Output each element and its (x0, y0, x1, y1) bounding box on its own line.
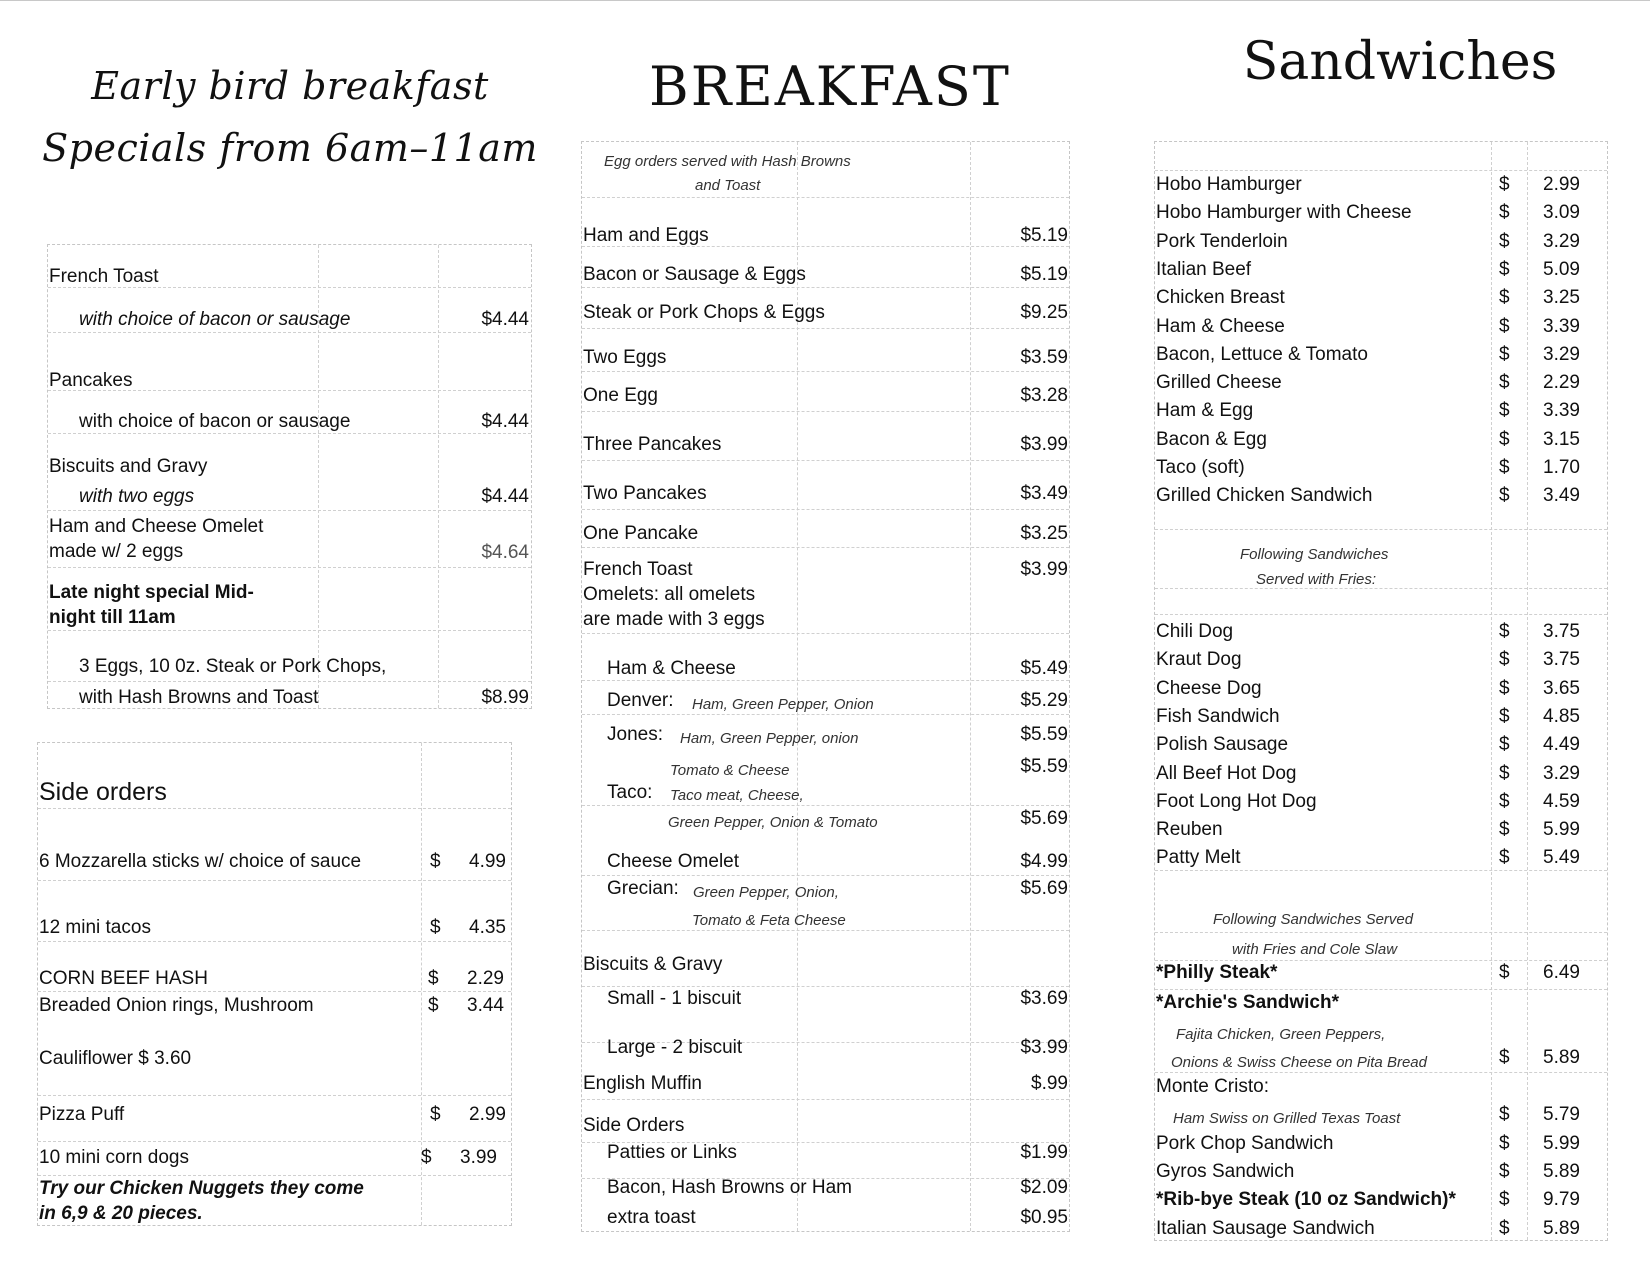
monte-cristo-desc: Ham Swiss on Grilled Texas Toast (1173, 1110, 1401, 1127)
sandwich-price: 3.75 (1543, 649, 1580, 671)
nuggets-note-line1: Try our Chicken Nuggets they come (39, 1178, 364, 1199)
grid-rule (582, 805, 1069, 806)
omelets-note-line1: Omelets: all omelets (583, 584, 756, 605)
grid-rule (48, 567, 531, 568)
grid-divider (1527, 142, 1528, 1240)
grid-rule (582, 875, 1069, 876)
grid-rule (48, 630, 531, 631)
jones-price: $5.59 (1020, 724, 1068, 745)
pancakes-desc: with choice of bacon or sausage (79, 411, 351, 432)
corn-dogs-label: 10 mini corn dogs (39, 1147, 189, 1168)
grid-rule (582, 680, 1069, 681)
patties-price: $1.99 (1020, 1142, 1068, 1163)
three-pancakes-label: Three Pancakes (583, 434, 722, 455)
sandwich-price: 3.15 (1543, 428, 1580, 450)
sandwich-name: Italian Beef (1156, 258, 1252, 280)
sandwich-dollar: $ (1499, 649, 1510, 671)
jones-label: Jones: (607, 724, 663, 745)
slaw-note-line1: Following Sandwiches Served (1213, 911, 1414, 928)
taco-omelet-desc: Taco meat, Cheese, (670, 787, 804, 804)
sandwich-price: 3.29 (1543, 230, 1580, 252)
three-pancakes-price: $3.99 (1020, 434, 1068, 455)
omelets-note-line2: are made with 3 eggs (583, 609, 765, 630)
sandwich-name: Bacon, Lettuce & Tomato (1156, 343, 1368, 365)
italian-sausage-label: Italian Sausage Sandwich (1156, 1218, 1375, 1239)
sandwich-price: 3.29 (1543, 343, 1580, 365)
ribeye-steak-price: 9.79 (1543, 1189, 1580, 1210)
gyros-sandwich-dollar: $ (1499, 1161, 1510, 1182)
late-night-desc-line2: with Hash Browns and Toast (79, 687, 319, 708)
grid-rule (582, 986, 1069, 987)
onion-rings-dollar: $ (428, 995, 439, 1016)
one-pancake-label: One Pancake (583, 523, 699, 544)
philly-steak-price: 6.49 (1543, 962, 1580, 983)
omelet-label-line1: Ham and Cheese Omelet (49, 516, 264, 537)
pizza-puff-price: 2.99 (469, 1104, 506, 1125)
bacon-hashbrowns-price: $2.09 (1020, 1177, 1068, 1198)
pork-chop-sandwich-price: 5.99 (1543, 1133, 1580, 1154)
sandwich-dollar: $ (1499, 734, 1510, 756)
side-orders-header: Side orders (39, 778, 167, 806)
ribeye-steak-label: *Rib-bye Steak (10 oz Sandwich)* (1156, 1189, 1456, 1210)
grid-rule (38, 991, 511, 992)
french-toast-price: $4.44 (481, 309, 529, 330)
sandwich-dollar: $ (1499, 372, 1510, 394)
bacon-hashbrowns-label: Bacon, Hash Browns or Ham (607, 1177, 852, 1198)
late-night-desc-line1: 3 Eggs, 10 0z. Steak or Pork Chops, (79, 656, 387, 677)
english-muffin-label: English Muffin (583, 1073, 702, 1094)
extra-toast-price: $0.95 (1020, 1207, 1068, 1228)
mini-tacos-dollar: $ (430, 917, 441, 938)
sandwich-price: 4.49 (1543, 734, 1580, 756)
grid-rule (1155, 614, 1607, 615)
french-toast-label: French Toast (49, 266, 159, 287)
sandwich-name: Pork Tenderloin (1156, 230, 1288, 252)
one-egg-price: $3.28 (1020, 385, 1068, 406)
corn-beef-hash-label: CORN BEEF HASH (39, 968, 208, 989)
grid-rule (582, 328, 1069, 329)
one-pancake-price: $3.25 (1020, 523, 1068, 544)
sandwich-dollar: $ (1499, 847, 1510, 869)
denver-desc: Ham, Green Pepper, Onion (692, 696, 874, 713)
sandwich-dollar: $ (1499, 485, 1510, 507)
sandwich-price: 3.49 (1543, 485, 1580, 507)
sandwich-dollar: $ (1499, 258, 1510, 280)
sandwich-name: Foot Long Hot Dog (1156, 790, 1317, 812)
taco-omelet-desc-line2: Green Pepper, Onion & Tomato (668, 814, 878, 831)
ham-eggs-price: $5.19 (1020, 225, 1068, 246)
early-bird-title-line2: Specials from 6am–11am (42, 126, 538, 170)
grid-rule (48, 332, 531, 333)
grid-rule (1155, 932, 1607, 933)
nuggets-note-line2: in 6,9 & 20 pieces. (39, 1203, 203, 1224)
gyros-sandwich-price: 5.89 (1543, 1161, 1580, 1182)
egg-note-line1: Egg orders served with Hash Browns (604, 153, 851, 170)
two-eggs-price: $3.59 (1020, 347, 1068, 368)
mozzarella-dollar: $ (430, 851, 441, 872)
biscuits-gravy-label: Biscuits and Gravy (49, 456, 208, 477)
sandwich-name: Ham & Cheese (1156, 315, 1285, 337)
sandwich-name: Bacon & Egg (1156, 428, 1267, 450)
french-toast-bk-label: French Toast (583, 559, 693, 580)
sandwich-price: 2.99 (1543, 174, 1580, 195)
biscuits-gravy-desc: with two eggs (79, 486, 195, 507)
grecian-desc: Green Pepper, Onion, (693, 884, 839, 901)
large-biscuit-label: Large - 2 biscuit (607, 1037, 743, 1058)
grid-rule (38, 1095, 511, 1096)
sandwich-price: 3.29 (1543, 762, 1580, 784)
archies-price: 5.89 (1543, 1047, 1580, 1068)
mozzarella-label: 6 Mozzarella sticks w/ choice of sauce (39, 851, 362, 872)
pizza-puff-label: Pizza Puff (39, 1104, 125, 1125)
sandwich-price: 4.85 (1543, 705, 1580, 727)
sandwich-name: Grilled Chicken Sandwich (1156, 485, 1373, 507)
top-border (0, 0, 1650, 1)
large-biscuit-price: $3.99 (1020, 1037, 1068, 1058)
jones-desc-line2: Tomato & Cheese (670, 762, 790, 779)
grecian-price: $5.69 (1020, 878, 1068, 899)
french-toast-desc: with choice of bacon or sausage (79, 309, 351, 330)
sandwich-dollar: $ (1499, 174, 1510, 195)
sandwich-name: Hobo Hamburger with Cheese (1156, 202, 1412, 224)
fries-note-line1: Following Sandwiches (1240, 546, 1389, 563)
sandwich-dollar: $ (1499, 343, 1510, 365)
extra-toast-label: extra toast (607, 1207, 696, 1228)
sandwich-dollar: $ (1499, 400, 1510, 422)
sandwich-dollar: $ (1499, 202, 1510, 224)
breakfast-title: BREAKFAST (649, 55, 1011, 118)
mozzarella-price: 4.99 (469, 851, 506, 872)
sandwich-name: Ham & Egg (1156, 400, 1254, 422)
late-night-label-line2: night till 11am (49, 607, 176, 628)
grid-rule (1155, 870, 1607, 871)
philly-steak-label: *Philly Steak* (1156, 962, 1278, 983)
grid-rule (582, 197, 1069, 198)
grid-rule (582, 509, 1069, 510)
grid-rule (582, 371, 1069, 372)
sandwich-price: 5.49 (1543, 847, 1580, 869)
two-pancakes-label: Two Pancakes (583, 483, 707, 504)
grid-rule (1155, 170, 1607, 171)
sandwich-price: 1.70 (1543, 457, 1580, 478)
pancakes-price: $4.44 (481, 411, 529, 432)
ham-eggs-label: Ham and Eggs (583, 225, 709, 246)
bacon-eggs-label: Bacon or Sausage & Eggs (583, 264, 806, 285)
sandwich-name: Kraut Dog (1156, 649, 1242, 671)
grid-rule (582, 633, 1069, 634)
sandwich-name: All Beef Hot Dog (1156, 762, 1297, 784)
sandwich-dollar: $ (1499, 819, 1510, 841)
grid-rule (582, 411, 1069, 412)
monte-cristo-price: 5.79 (1543, 1104, 1580, 1125)
gyros-sandwich-label: Gyros Sandwich (1156, 1161, 1295, 1182)
denver-label: Denver: (607, 690, 674, 711)
mini-tacos-price: 4.35 (469, 917, 506, 938)
sandwich-name: Hobo Hamburger (1156, 174, 1302, 195)
archies-dollar: $ (1499, 1047, 1510, 1068)
monte-cristo-dollar: $ (1499, 1104, 1510, 1125)
sandwich-price: 3.75 (1543, 621, 1580, 642)
grid-divider (970, 142, 971, 1231)
cauliflower-label: Cauliflower $ 3.60 (39, 1048, 192, 1069)
small-biscuit-label: Small - 1 biscuit (607, 988, 742, 1009)
denver-price: $5.29 (1020, 690, 1068, 711)
steak-eggs-price: $9.25 (1020, 302, 1068, 323)
jones-desc: Ham, Green Pepper, onion (680, 730, 859, 747)
grid-rule (582, 547, 1069, 548)
grid-rule (48, 433, 531, 434)
grid-divider (438, 245, 439, 708)
sandwich-name: Taco (soft) (1156, 457, 1245, 478)
grid-rule (38, 941, 511, 942)
fries-note-line2: Served with Fries: (1256, 571, 1377, 588)
sandwich-name: Polish Sausage (1156, 734, 1289, 756)
pork-chop-sandwich-label: Pork Chop Sandwich (1156, 1133, 1334, 1154)
sandwich-price: 3.09 (1543, 202, 1580, 224)
cheese-omelet-price: $4.99 (1020, 851, 1068, 872)
monte-cristo-label: Monte Cristo: (1156, 1076, 1269, 1097)
bacon-eggs-price: $5.19 (1020, 264, 1068, 285)
sandwich-dollar: $ (1499, 705, 1510, 727)
grid-rule (1155, 588, 1607, 589)
sandwich-price: 3.39 (1543, 315, 1580, 337)
sandwich-price: 4.59 (1543, 790, 1580, 812)
sandwich-name: Patty Melt (1156, 847, 1241, 869)
biscuits-gravy-bk-label: Biscuits & Gravy (583, 954, 723, 975)
archies-desc-line1: Fajita Chicken, Green Peppers, (1176, 1026, 1386, 1043)
patties-label: Patties or Links (607, 1142, 737, 1163)
sandwich-dollar: $ (1499, 428, 1510, 450)
grid-rule (38, 1141, 511, 1142)
mini-tacos-label: 12 mini tacos (39, 917, 151, 938)
corn-beef-hash-dollar: $ (428, 968, 439, 989)
sandwich-price: 5.09 (1543, 258, 1580, 280)
early-bird-title (40, 55, 540, 179)
french-toast-bk-price: $3.99 (1020, 559, 1068, 580)
slaw-note-line2: with Fries and Cole Slaw (1232, 941, 1398, 958)
grecian-label: Grecian: (607, 878, 679, 899)
sandwich-dollar: $ (1499, 287, 1510, 309)
archies-desc-line2: Onions & Swiss Cheese on Pita Bread (1171, 1054, 1427, 1071)
jones-price-2: $5.59 (1020, 756, 1068, 777)
onion-rings-label: Breaded Onion rings, Mushroom (39, 995, 314, 1016)
grid-divider (1491, 142, 1492, 1240)
grid-rule (1155, 529, 1607, 530)
sandwich-name: Cheese Dog (1156, 677, 1262, 699)
omelet-price: $4.64 (481, 542, 529, 563)
grid-rule (38, 1175, 511, 1176)
corn-dogs-dollar: $ (421, 1147, 432, 1168)
ham-cheese-omelet-price: $5.49 (1020, 658, 1068, 679)
sandwich-dollar: $ (1499, 621, 1510, 642)
sandwich-dollar: $ (1499, 457, 1510, 478)
sandwich-dollar: $ (1499, 762, 1510, 784)
pancakes-label: Pancakes (49, 370, 133, 391)
grid-rule (48, 681, 531, 682)
sandwich-dollar: $ (1499, 315, 1510, 337)
philly-steak-dollar: $ (1499, 962, 1510, 983)
taco-omelet-label: Taco: (607, 782, 653, 803)
sandwich-price: 3.25 (1543, 287, 1580, 309)
italian-sausage-dollar: $ (1499, 1218, 1510, 1239)
sandwich-dollar: $ (1499, 677, 1510, 699)
steak-eggs-label: Steak or Pork Chops & Eggs (583, 302, 825, 323)
late-night-label-line1: Late night special Mid- (49, 582, 254, 603)
grid-rule (582, 287, 1069, 288)
sandwich-name: Grilled Cheese (1156, 372, 1282, 394)
ham-cheese-omelet-label: Ham & Cheese (607, 658, 736, 679)
italian-sausage-price: 5.89 (1543, 1218, 1580, 1239)
pork-chop-sandwich-dollar: $ (1499, 1133, 1510, 1154)
grid-rule (38, 808, 511, 809)
pizza-puff-dollar: $ (430, 1104, 441, 1125)
onion-rings-price: 3.44 (467, 995, 504, 1016)
taco-omelet-price: $5.69 (1020, 808, 1068, 829)
sandwich-dollar: $ (1499, 230, 1510, 252)
grid-rule (38, 880, 511, 881)
corn-beef-hash-price: 2.29 (467, 968, 504, 989)
sandwich-name: Chili Dog (1156, 621, 1234, 642)
ribeye-steak-dollar: $ (1499, 1189, 1510, 1210)
two-eggs-label: Two Eggs (583, 347, 667, 368)
grecian-desc-line2: Tomato & Feta Cheese (692, 912, 846, 929)
omelet-label-line2: made w/ 2 eggs (49, 541, 184, 562)
small-biscuit-price: $3.69 (1020, 988, 1068, 1009)
late-night-price: $8.99 (481, 687, 529, 708)
english-muffin-price: $.99 (1031, 1073, 1068, 1094)
two-pancakes-price: $3.49 (1020, 483, 1068, 504)
sandwich-price: 2.29 (1543, 372, 1580, 394)
cheese-omelet-label: Cheese Omelet (607, 851, 740, 872)
sandwich-name: Chicken Breast (1156, 287, 1285, 309)
side-orders-bk-label: Side Orders (583, 1115, 685, 1136)
biscuits-gravy-price: $4.44 (481, 486, 529, 507)
grid-rule (1155, 989, 1607, 990)
sandwich-dollar: $ (1499, 790, 1510, 812)
egg-note-line2: and Toast (695, 177, 761, 194)
sandwiches-title: Sandwiches (1242, 32, 1558, 92)
grid-rule (582, 1099, 1069, 1100)
archies-sandwich-label: *Archie's Sandwich* (1156, 992, 1339, 1013)
sandwich-price: 5.99 (1543, 819, 1580, 841)
one-egg-label: One Egg (583, 385, 658, 406)
grid-rule (582, 460, 1069, 461)
sandwich-name: Reuben (1156, 819, 1223, 841)
sandwich-name: Fish Sandwich (1156, 705, 1280, 727)
sandwich-price: 3.65 (1543, 677, 1580, 699)
corn-dogs-price: 3.99 (460, 1147, 497, 1168)
sandwich-price: 3.39 (1543, 400, 1580, 422)
early-bird-title-line1: Early bird breakfast (91, 64, 489, 108)
grid-rule (48, 510, 531, 511)
